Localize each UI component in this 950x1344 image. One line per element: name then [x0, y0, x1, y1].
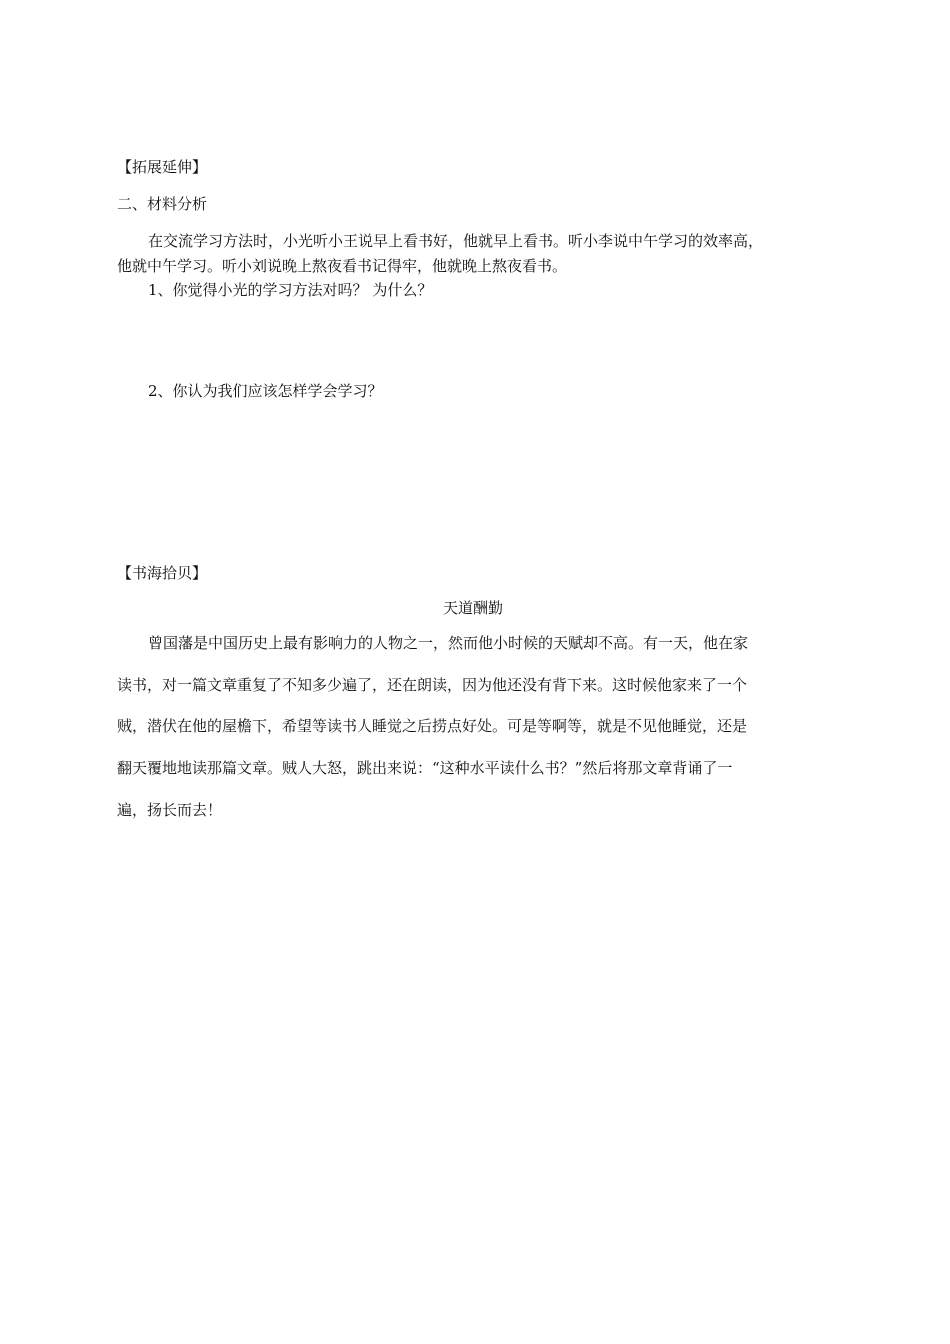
material-paragraph-line-1: 在交流学习方法时，小光听小王说早上看书好，他就早上看书。听小李说中午学习的效率高， — [148, 232, 764, 250]
reading-line-3: 贼，潜伏在他的屋檐下，希望等读书人睡觉之后捞点好处。可是等啊等，就是不见他睡觉，还是 — [117, 717, 748, 735]
reading-line-2: 读书，对一篇文章重复了不知多少遍了，还在朗读，因为他还没有背下来。这时候他家来了一个 — [117, 676, 748, 694]
reading-line-1: 曾国藩是中国历史上最有影响力的人物之一，然而他小时候的天赋却不高。有一天，他在家 — [148, 634, 749, 652]
question-2: 2、你认为我们应该怎样学会学习？ — [148, 382, 383, 400]
question-1: 1、你觉得小光的学习方法对吗？ 为什么？ — [148, 281, 433, 299]
material-analysis-subheading: 二、材料分析 — [117, 195, 208, 213]
reading-line-4: 翻天覆地地读那篇文章。贼人大怒，跳出来说：“这种水平读什么书？”然后将那文章背诵了一 — [117, 759, 733, 777]
material-paragraph-line-2: 他就中午学习。听小刘说晚上熬夜看书记得牢，他就晚上熬夜看书。 — [117, 257, 568, 275]
extension-heading: 【拓展延伸】 — [117, 158, 208, 176]
reading-title: 天道酬勤 — [443, 599, 504, 617]
reading-line-5: 遍，扬长而去！ — [117, 801, 223, 819]
reading-heading: 【书海拾贝】 — [117, 564, 208, 582]
